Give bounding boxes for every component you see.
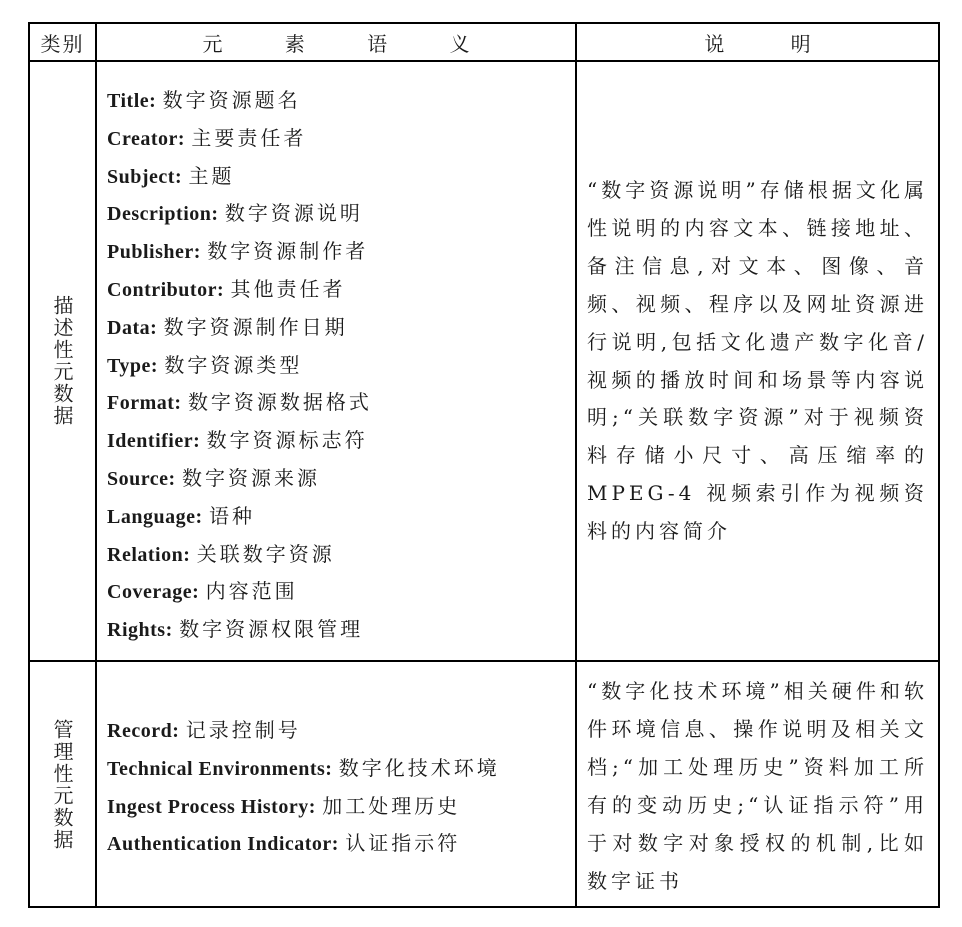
element-name: Coverage: <box>107 581 200 604</box>
element-name: Data: <box>107 316 158 339</box>
element-cell <box>97 662 577 908</box>
element-item <box>107 422 372 460</box>
element-name: Format: <box>107 392 182 415</box>
element-name: Rights: <box>107 619 173 642</box>
element-meaning: 数字资源权限管理 <box>179 617 364 642</box>
element-meaning: 关联数字资源 <box>196 541 335 566</box>
element-item <box>107 712 500 750</box>
element-name: Technical Environments: <box>107 757 333 780</box>
element-meaning: 数字资源制作者 <box>207 239 369 264</box>
element-list <box>107 82 372 649</box>
element-name: Source: <box>107 467 176 490</box>
metadata-table <box>28 22 940 908</box>
element-item <box>107 460 372 498</box>
element-item <box>107 498 372 536</box>
element-item <box>107 309 372 347</box>
element-item <box>107 750 500 788</box>
element-name: Relation: <box>107 543 191 566</box>
element-meaning: 数字资源题名 <box>162 88 301 112</box>
element-meaning: 数字资源类型 <box>164 352 303 377</box>
element-item <box>107 573 372 611</box>
element-name: Type: <box>107 354 159 377</box>
element-item <box>107 536 372 574</box>
element-item <box>107 158 372 196</box>
category-cell <box>30 62 97 660</box>
element-meaning: 语种 <box>208 503 255 528</box>
element-name: Identifier: <box>107 430 201 453</box>
element-item <box>107 384 372 422</box>
header-element: 元 素 语 义 <box>97 24 577 60</box>
element-meaning: 认证指示符 <box>345 831 461 856</box>
header-category: 类别 <box>30 24 97 60</box>
element-name: Authentication Indicator: <box>107 833 339 856</box>
element-meaning: 内容范围 <box>205 579 298 604</box>
element-item <box>107 195 372 233</box>
description-note: “数字化技术环境”相关硬件和软件环境信息、操作说明及相关文档;“加工处理历史”资料加工所有的变动历史;“认证指示符”用于对数字对象授权的机制,比如数字证书 <box>587 679 928 893</box>
element-name: Language: <box>107 505 203 528</box>
element-item <box>107 347 372 385</box>
element-name: Description: <box>107 203 219 226</box>
element-meaning: 数字资源标志符 <box>206 428 368 453</box>
element-name: Subject: <box>107 165 183 188</box>
element-name: Ingest Process History: <box>107 795 316 818</box>
element-meaning: 加工处理历史 <box>322 793 461 818</box>
category-label: 管理性元数据 <box>50 719 74 851</box>
description-note: “数字资源说明”存储根据文化属性说明的内容文本、链接地址、备注信息,对文本、图像、音频、视频、程序以及网址资源进行说明,包括文化遗产数字化音/视频的播放时间和场景等内容说明;“关联数字资源”对于视频资料存储小尺寸、高压缩率的 MPEG-4 视频索引作为视频资料的内容简介 <box>587 178 928 544</box>
table-row-descriptive <box>30 62 938 662</box>
element-list <box>107 712 500 863</box>
category-label: 描述性元数据 <box>50 295 74 427</box>
element-item <box>107 120 372 158</box>
element-name: Publisher: <box>107 241 201 264</box>
element-name: Creator: <box>107 127 186 150</box>
element-meaning: 数字资源来源 <box>182 465 321 490</box>
element-item <box>107 788 500 826</box>
table-row-administrative <box>30 662 938 908</box>
element-name: Record: <box>107 720 180 742</box>
category-cell <box>30 662 97 908</box>
header-description: 说 明 <box>704 31 841 56</box>
element-meaning: 其他责任者 <box>230 276 346 301</box>
element-item <box>107 825 500 863</box>
element-meaning: 主要责任者 <box>191 125 307 150</box>
element-item <box>107 611 372 649</box>
element-meaning: 主题 <box>188 163 235 188</box>
element-meaning: 数字资源制作日期 <box>163 314 348 339</box>
element-item <box>107 271 372 309</box>
note-cell <box>577 662 938 908</box>
element-meaning: 数字资源说明 <box>224 201 363 226</box>
element-meaning: 数字资源数据格式 <box>187 390 372 415</box>
note-cell <box>577 62 938 660</box>
element-meaning: 数字化技术环境 <box>338 755 500 780</box>
element-item <box>107 82 372 120</box>
element-item <box>107 233 372 271</box>
element-name: Contributor: <box>107 278 225 301</box>
table-header-row <box>30 24 938 62</box>
element-name: Title: <box>107 90 157 112</box>
element-meaning: 记录控制号 <box>185 718 301 742</box>
element-cell <box>97 62 577 660</box>
